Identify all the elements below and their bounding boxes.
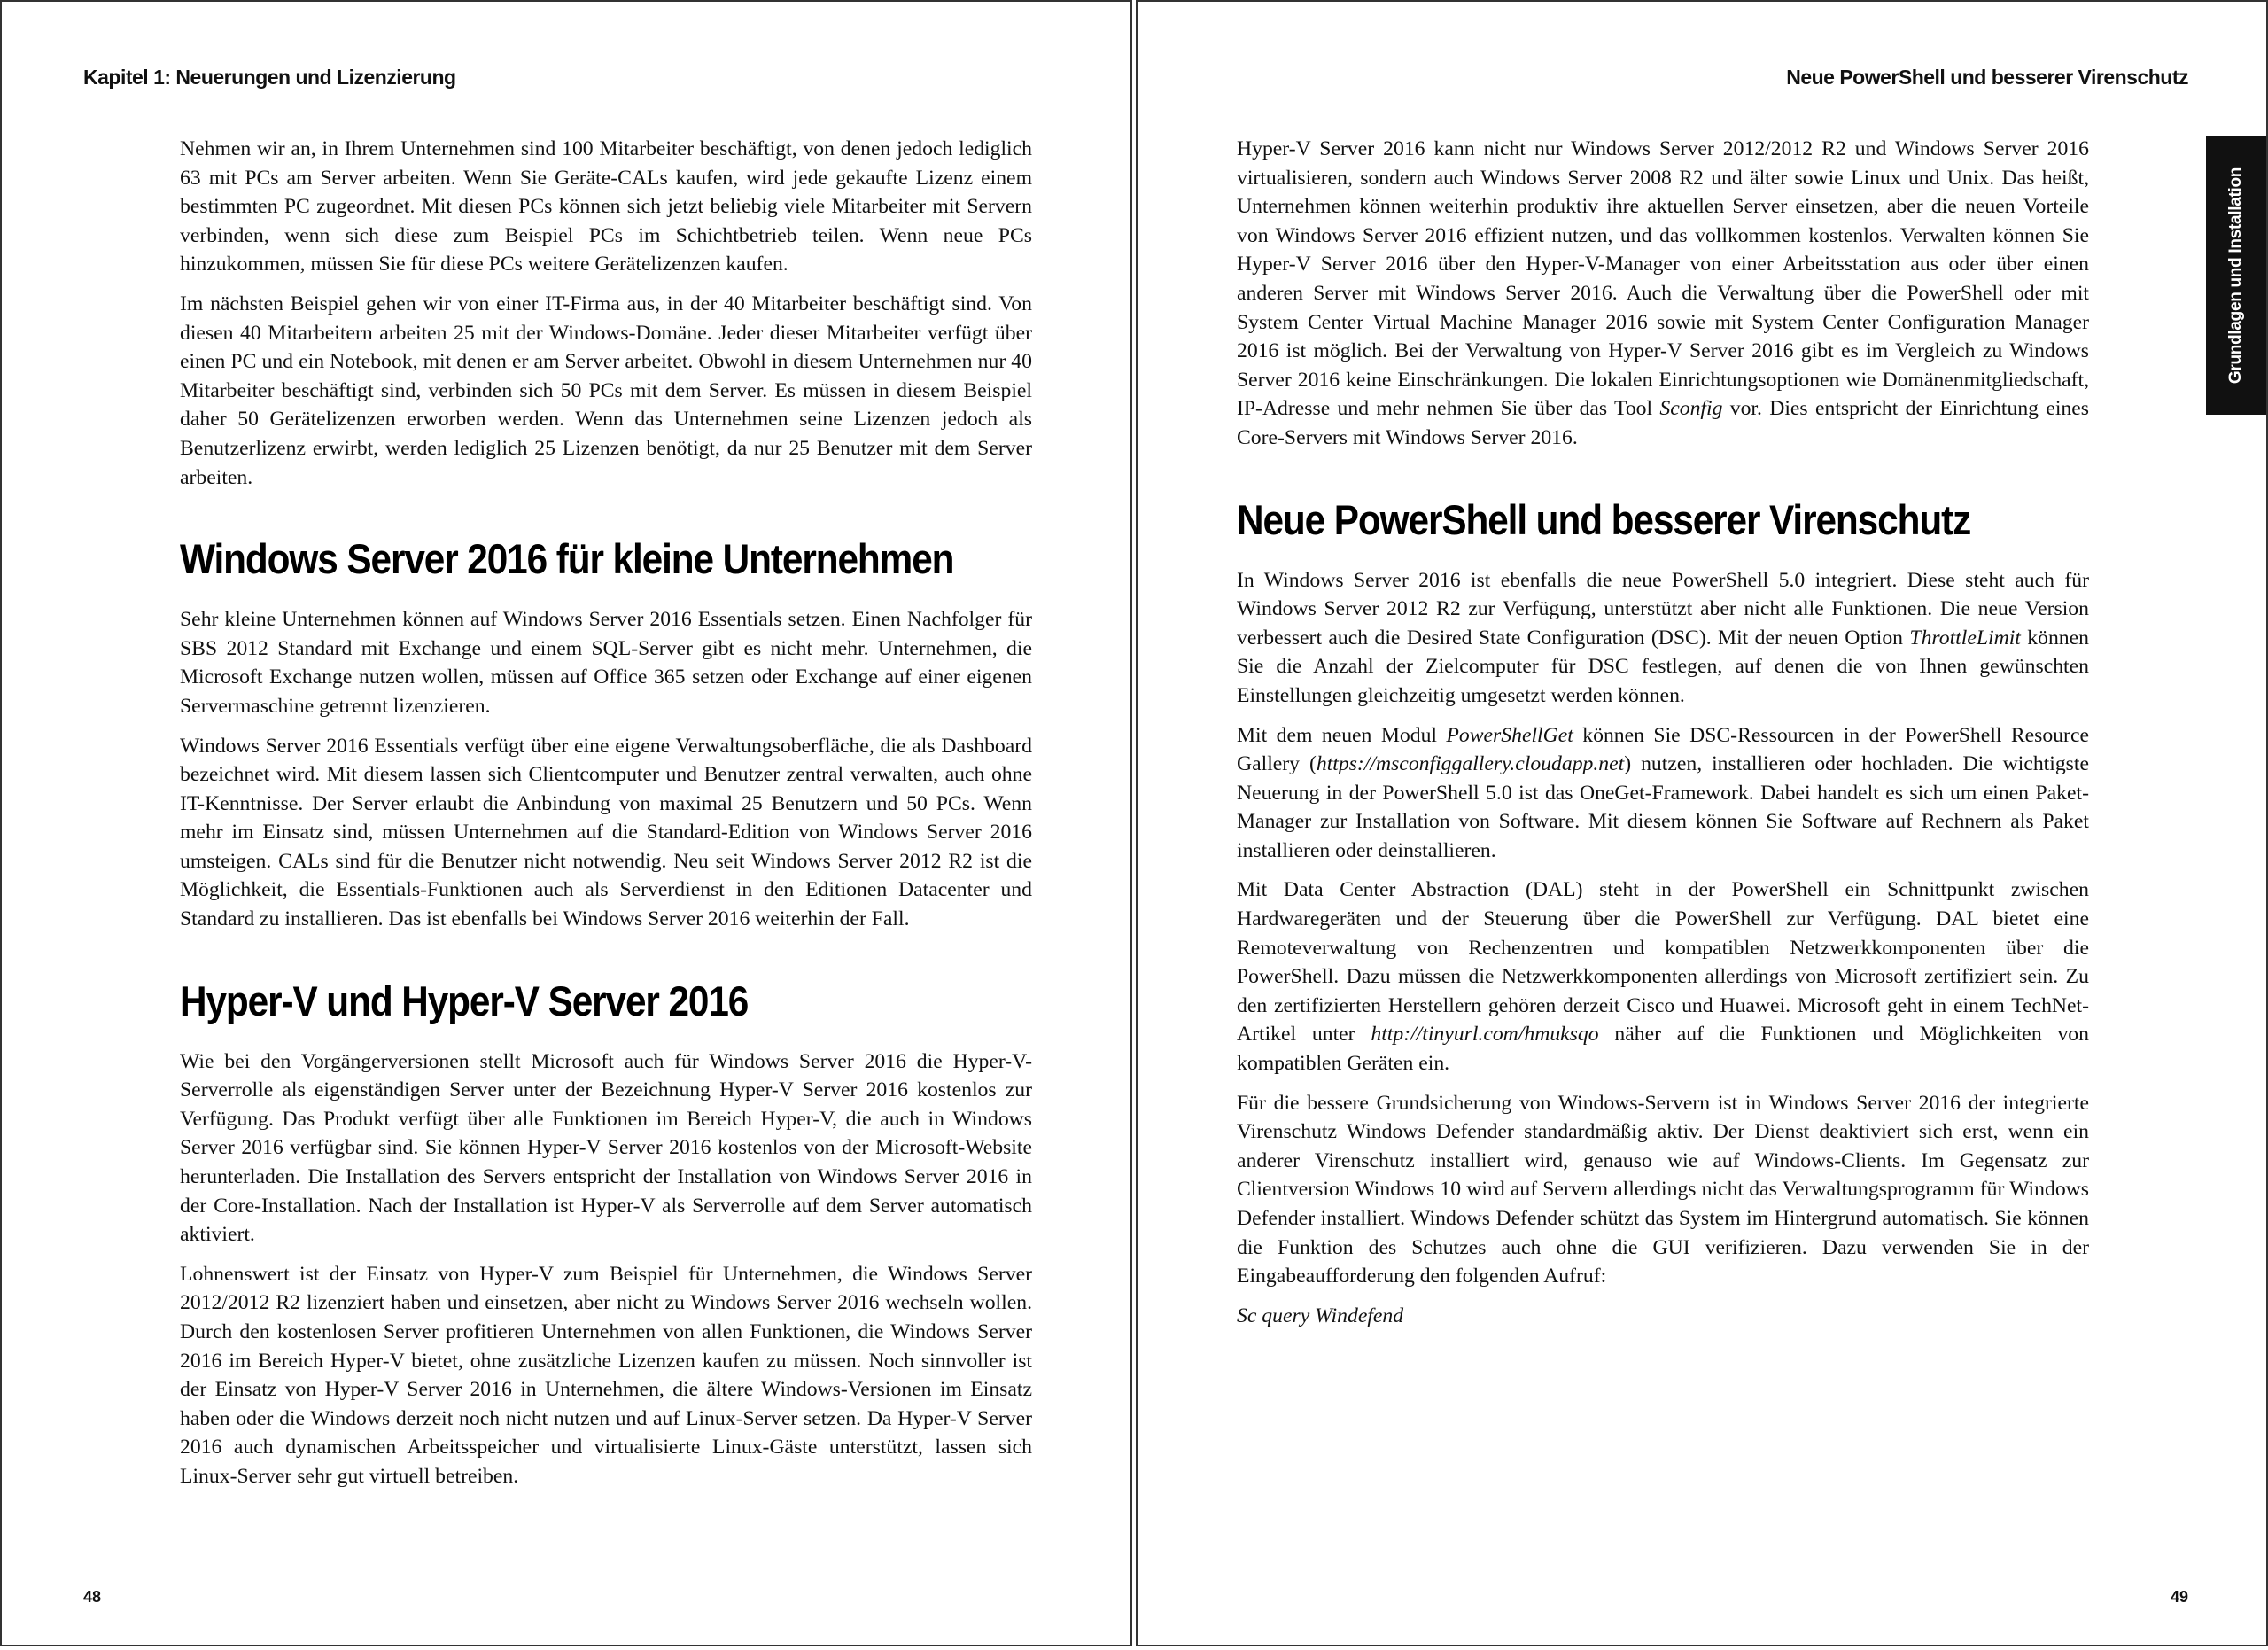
paragraph: Für die bessere Grundsicherung von Windows-Servern ist in Windows Server 2016 der integrierte Virenschutz Windows Defender standardmäßig aktiv. Der Dienst deaktiviert sich erst, wenn ein anderer Virenschutz installiert wird, genauso wie auf Windows-Clients. Im Gegensatz zur Clientversion Windows 10 wird auf Servern allerdings nicht das Verwaltungsprogramm für Windows Defender installiert. Windows Defender schützt das System im Hintergrund automatisch. Sie können die Funktion des Schutzes auch ohne die GUI verifizieren. Dazu verwenden Sie in der Eingabeaufforderung den folgenden Aufruf: bbox=[1237, 1091, 2089, 1288]
paragraph: Lohnenswert ist der Einsatz von Hyper-V zum Beispiel für Unternehmen, die Windows Server 2012/2012 R2 lizenziert haben und einsetzen, aber nicht zu Windows Server 2016 wechseln wollen. Durch den kostenlosen Server profitieren Unternehmen von allen Funktionen, die Windows Server 2016 im Bereich Hyper-V bietet, ohne zusätzliche Lizenzen kaufen zu müssen. Noch sinnvoller ist der Einsatz von Hyper-V Server 2016 in Unternehmen, die ältere Windows-Versionen im Einsatz haben oder die Windows derzeit noch nicht nutzen und auf Linux-Server setzen. Da Hyper-V Server 2016 auch dynamischen Arbeitsspeicher und virtualisierte Linux-Gäste unterstützt, lassen sich Linux-Server sehr gut virtuell betreiben. bbox=[180, 1262, 1032, 1488]
paragraph: Im nächsten Beispiel gehen wir von einer IT-Firma aus, in der 40 Mitarbeiter beschäftigt sind. Von diesen 40 Mitarbeitern arbeiten 25 mit der Windows-Domäne. Jeder dieser Mitarbeiter verfügt über einen PC und ein Notebook, mit denen er am Server arbeitet. Obwohl in diesem Unternehmen nur 40 Mitarbeiter beschäftigt sind, verbinden sich 50 PCs mit dem Server. Es müssen in diesem Beispiel daher 50 Gerätelizenzen erworben werden. Wenn das Unternehmen seine Lizenzen jedoch als Benutzerlizenz erwirbt, werden lediglich 25 Lizenzen benötigt, da nur 25 Benutzer mit dem Server arbeiten. bbox=[180, 292, 1032, 489]
running-head: Kapitel 1: Neuerungen und Lizenzierung bbox=[83, 66, 456, 89]
section-heading: Neue PowerShell und besserer Virenschutz bbox=[1237, 495, 1971, 543]
paragraph: Nehmen wir an, in Ihrem Unternehmen sind 100 Mitarbeiter beschäftigt, von denen jedoch lediglich 63 mit PCs am Server arbeiten. Wenn Sie Geräte-CALs kaufen, wird jede gekaufte Lizenz einem bestimmten PC zugeordnet. Mit diesen PCs können sich jetzt beliebig viele Mitarbeiter mit Servern verbinden, wenn sich diese zum Beispiel PCs im Schichtbetrieb teilen. Wenn neue PCs hinzukommen, müssen Sie für diese PCs weitere Gerätelizenzen kaufen. bbox=[180, 137, 1032, 276]
paragraph: Mit dem neuen Modul PowerShellGet können Sie DSC-Ressourcen in der PowerShell Resource Gallery (https://msconfiggallery.cloudapp.net) nutzen, installieren oder hochladen. Die wichtigste Neuerung in der PowerShell 5.0 ist das OneGet-Framework. Dabei handelt es sich um einen Paket-Manager zur Installation von Software. Mit diesem können Sie Software auf Rechnern als Paket installieren oder deinstallieren. bbox=[1237, 723, 2089, 862]
paragraph: Wie bei den Vorgängerversionen stellt Microsoft auch für Windows Server 2016 die Hyper-V-Serverrolle als eigenständigen Server unter der Bezeichnung Hyper-V Server 2016 kostenlos zur Verfügung. Das Produkt verfügt über alle Funktionen im Bereich Hyper-V, die auch in Windows Server 2016 verfügbar sind. Sie können Hyper-V Server 2016 kostenlos von der Microsoft-Website herunterladen. Die Installation des Servers entspricht der Installation von Windows Server 2016 in der Core-Installation. Nach der Installation ist Hyper-V als Serverrolle auf dem Server automatisch aktiviert. bbox=[180, 1049, 1032, 1247]
paragraph: Sehr kleine Unternehmen können auf Windows Server 2016 Essentials setzen. Einen Nachfolger für SBS 2012 Standard mit Exchange und einem SQL-Server gibt es nicht mehr. Unternehmen, die Microsoft Exchange nutzen wollen, müssen auf Office 365 setzen oder Exchange auf einer eigenen Servermaschine getrennt lizenzieren. bbox=[180, 608, 1032, 718]
paragraph: Mit Data Center Abstraction (DAL) steht in der PowerShell ein Schnittpunkt zwischen Hardwaregeräten und der Steuerung über die PowerShell zur Verfügung. DAL bietet eine Remoteverwaltung von Rechenzentren und kompatiblen Netzwerkkomponenten über die PowerShell. Dazu müssen die Netzwerkkomponenten allerdings von Microsoft zertifiziert sein. Zu den zertifizierten Herstellern gehören derzeit Cisco und Huawei. Microsoft geht in einem TechNet-Artikel unter http://tinyurl.com/hmuksqo näher auf die Funktionen und Möglichkeiten von kompatiblen Geräten ein. bbox=[1237, 878, 2089, 1076]
chapter-thumb-tab bbox=[2206, 136, 2266, 415]
url: http://tinyurl.com/hmuksqo bbox=[1371, 1023, 1599, 1047]
tool-name: Sconfig bbox=[1659, 397, 1723, 421]
command-line: Sc query Windefend bbox=[1237, 1304, 1404, 1327]
running-head: Neue PowerShell und besserer Virenschutz bbox=[1786, 66, 2188, 89]
module-name: PowerShellGet bbox=[1446, 723, 1573, 747]
section-heading: Windows Server 2016 für kleine Unternehmen bbox=[180, 535, 954, 583]
paragraph: Hyper-V Server 2016 kann nicht nur Windows Server 2012/2012 R2 und Windows Server 2016 virtualisieren, sondern auch Windows Server 2008 R2 und älter sowie Linux und Unix. Das heißt, Unternehmen können weiterhin produktiv ihre aktuellen Server einsetzen, aber die neuen Vorteile von Windows Server 2016 effizient nutzen, und das vollkommen kostenlos. Verwalten können Sie Hyper-V Server 2016 über den Hyper-V-Manager von einer Arbeitsstation aus oder über einen anderen Server mit Windows Server 2016. Auch die Verwaltung über die PowerShell oder mit System Center Virtual Machine Manager 2016 sowie mit System Center Configuration Manager 2016 ist möglich. Bei der Verwaltung von Hyper-V Server 2016 gibt es im Vergleich zu Windows Server 2016 keine Einschränkungen. Die lokalen Einrichtungsoptionen wie Domänenmitgliedschaft, IP-Adresse und mehr nehmen Sie über das Tool Sconfig vor. Dies entspricht der Einrichtung eines Core-Servers mit Windows Server 2016. bbox=[1237, 137, 2089, 449]
page-number: 48 bbox=[83, 1588, 102, 1606]
url: https://msconfiggallery.cloudapp.net bbox=[1316, 752, 1625, 776]
paragraph: In Windows Server 2016 ist ebenfalls die neue PowerShell 5.0 integriert. Diese steht auch für Windows Server 2012 R2 zur Verfügung, unterstützt aber nicht alle Funktionen. Die neue Version verbessert auch die Desired State Configuration (DSC). Mit der neuen Option ThrottleLimit können Sie die Anzahl der Zielcomputer für DSC festlegen, auf denen die von Ihnen gewünschten Einstellungen gleichzeitig umgesetzt werden können. bbox=[1237, 568, 2089, 707]
thumb-tab-label: Grundlagen und Installation bbox=[2226, 167, 2245, 385]
option-name: ThrottleLimit bbox=[1909, 626, 2021, 650]
left-page bbox=[0, 0, 1132, 1646]
right-page bbox=[1136, 0, 2268, 1646]
right-page-body bbox=[1237, 135, 2089, 1341]
left-page-body bbox=[180, 135, 1032, 1502]
paragraph: Windows Server 2016 Essentials verfügt über eine eigene Verwaltungsoberfläche, die als Dashboard bezeichnet wird. Mit diesem lassen sich Clientcomputer und Benutzer zentral verwalten, auch ohne IT-Kenntnisse. Der Server erlaubt die Anbindung von maximal 25 Benutzern und 50 PCs. Wenn mehr im Einsatz sind, müssen Unternehmen auf die Standard-Edition von Windows Server 2016 umsteigen. CALs sind für die Benutzer nicht notwendig. Neu seit Windows Server 2012 R2 ist die Möglichkeit, die Essentials-Funktionen auch als Serverdienst in den Editionen Datacenter und Standard zu installieren. Das ist ebenfalls bei Windows Server 2016 weiterhin der Fall. bbox=[180, 734, 1032, 931]
page-number: 49 bbox=[2170, 1588, 2188, 1606]
section-heading: Hyper-V und Hyper-V Server 2016 bbox=[180, 977, 749, 1024]
